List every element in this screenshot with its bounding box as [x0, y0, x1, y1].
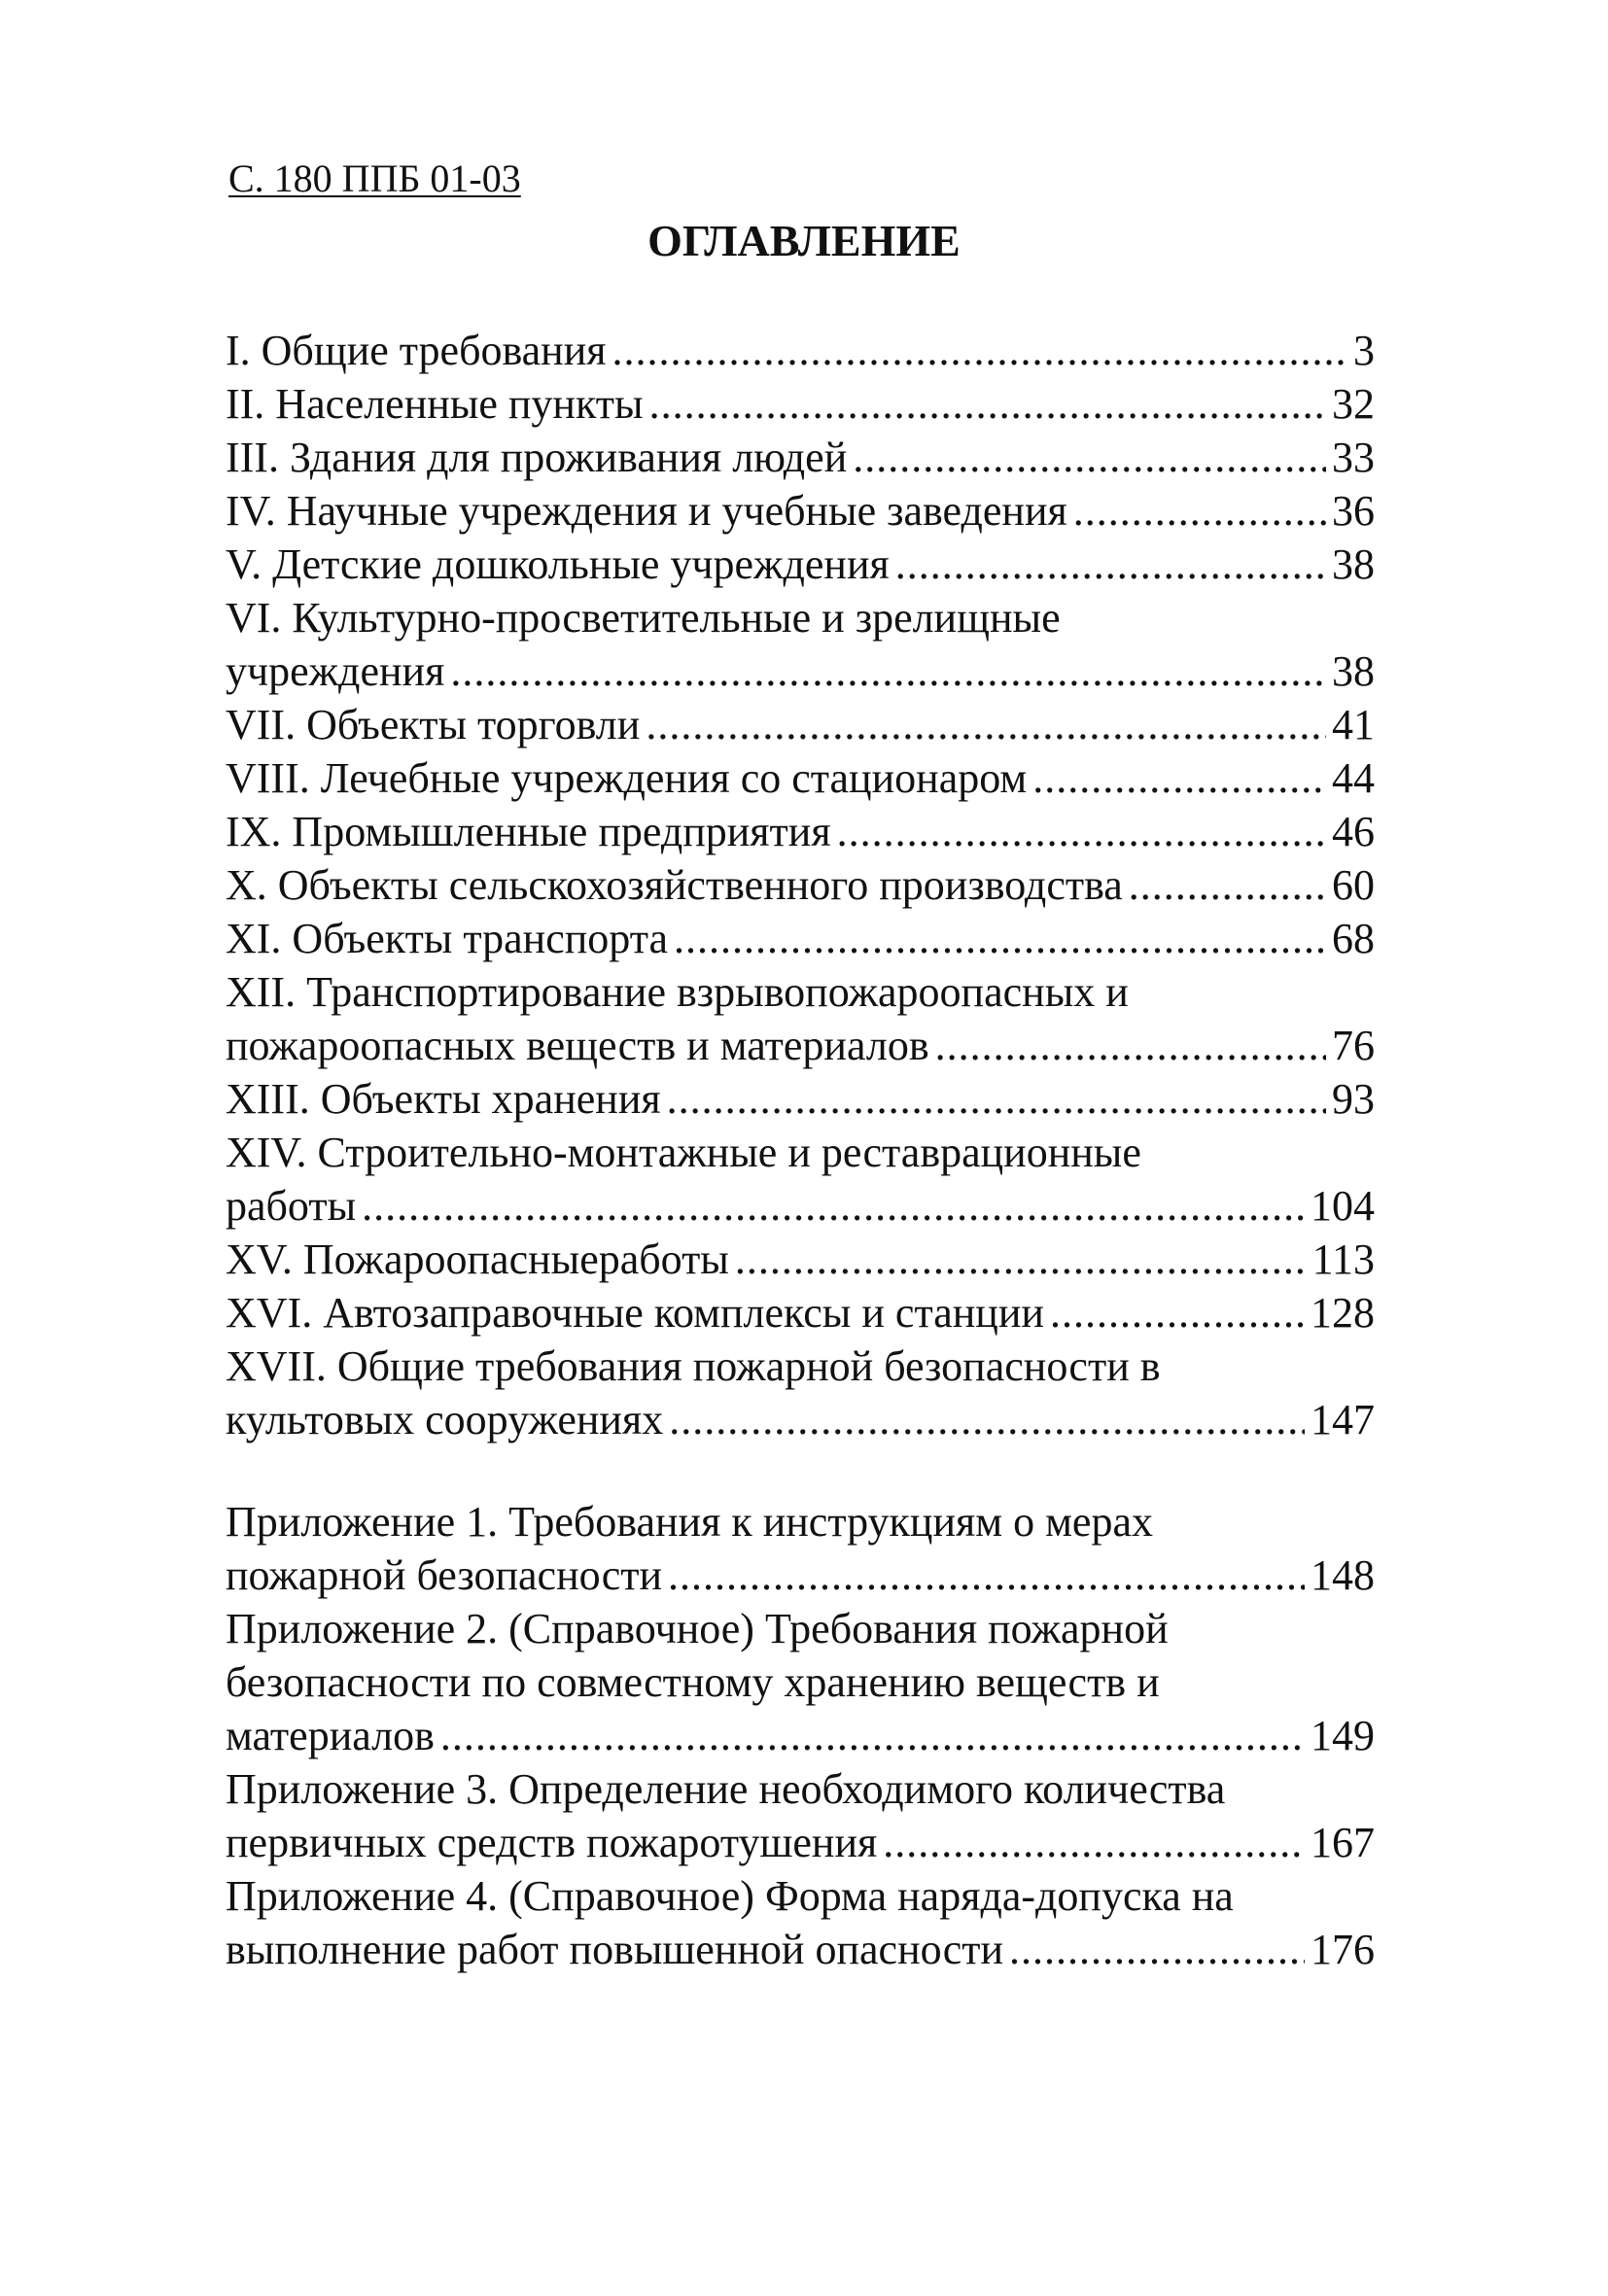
toc-page-number: 68	[1332, 915, 1375, 962]
toc-entry	[226, 751, 1375, 805]
toc-entry	[226, 324, 1375, 377]
dot-leader	[895, 538, 1326, 591]
toc-entry-line	[226, 1339, 1375, 1393]
dot-leader	[440, 1709, 1305, 1762]
toc-entry-line	[226, 1019, 1375, 1072]
toc-page-number: 32	[1332, 380, 1375, 428]
dot-leader	[1032, 751, 1326, 805]
toc-entry-text: X. Объекты сельскохозяйственного производства	[226, 861, 1123, 909]
toc-entry-text: Приложение 1. Требования к инструкциям о мерах	[226, 1498, 1153, 1546]
toc-entry-text: материалов	[226, 1712, 435, 1759]
toc-page-number: 38	[1332, 540, 1375, 588]
toc-entry-text: XII. Транспортирование взрывопожароопасных и	[226, 968, 1129, 1016]
toc-page-number: 113	[1311, 1235, 1375, 1283]
toc-entry-text: XIV. Строительно-монтажные и реставрационные	[226, 1129, 1141, 1176]
dot-leader	[612, 324, 1347, 377]
toc-entry-text: IX. Промышленные предприятия	[226, 808, 831, 855]
toc-entry	[226, 591, 1375, 698]
toc-entry	[226, 1602, 1375, 1762]
toc-entry-line	[226, 912, 1375, 965]
dot-leader	[667, 1072, 1326, 1126]
toc-entry-line	[226, 1072, 1375, 1126]
toc-page-number: 76	[1332, 1022, 1375, 1069]
toc-entry-text: XIII. Объекты хранения	[226, 1075, 661, 1123]
toc-entry-line	[226, 1233, 1375, 1286]
dot-leader	[735, 1233, 1307, 1286]
toc-entry-text: III. Здания для проживания людей	[226, 434, 848, 481]
toc-entry-line	[226, 591, 1375, 644]
toc-entry-line	[226, 1655, 1375, 1709]
toc-entry	[226, 1762, 1375, 1869]
toc-entry-text: XVII. Общие требования пожарной безопасности в	[226, 1342, 1161, 1390]
toc-entry-text: VI. Культурно-просветительные и зрелищные	[226, 594, 1061, 642]
dot-leader	[669, 1393, 1305, 1446]
toc-entry	[226, 1495, 1375, 1602]
toc-entry-line	[226, 698, 1375, 751]
toc-entry-line	[226, 1548, 1375, 1602]
toc-entry-line	[226, 324, 1375, 377]
table-of-contents	[226, 324, 1375, 1976]
toc-entry	[226, 698, 1375, 751]
toc-entry-text: XV. Пожароопасныеработы	[226, 1235, 729, 1283]
toc-entry	[226, 912, 1375, 965]
toc-page-number: 176	[1311, 1926, 1375, 1973]
toc-entry-text: XVI. Автозаправочные комплексы и станции	[226, 1289, 1044, 1337]
toc-page-number: 36	[1332, 487, 1375, 535]
toc-entry-line	[226, 805, 1375, 858]
toc-page-number: 38	[1332, 647, 1375, 695]
toc-entry-line	[226, 431, 1375, 484]
dot-leader	[646, 698, 1326, 751]
toc-entry	[226, 1233, 1375, 1286]
toc-entry-text: пожарной безопасности	[226, 1551, 663, 1599]
toc-entry	[226, 1286, 1375, 1339]
toc-entry	[226, 1126, 1375, 1233]
toc-entry-text: VIII. Лечебные учреждения со стационаром	[226, 754, 1028, 802]
toc-page-number: 104	[1311, 1182, 1375, 1230]
dot-leader	[853, 431, 1326, 484]
dot-leader	[1050, 1286, 1305, 1339]
toc-entry-text: работы	[226, 1182, 357, 1230]
toc-entry-text: первичных средств пожаротушения	[226, 1819, 878, 1866]
toc-page-number: 147	[1311, 1396, 1375, 1444]
toc-entry-text: Приложение 2. (Справочное) Требования пожарной	[226, 1605, 1169, 1652]
toc-entry-text: безопасности по совместному хранению веществ и	[226, 1658, 1160, 1706]
toc-entry-text: учреждения	[226, 647, 445, 695]
toc-page-number: 148	[1311, 1551, 1375, 1599]
dot-leader	[674, 912, 1326, 965]
toc-entry	[226, 431, 1375, 484]
toc-entry	[226, 1339, 1375, 1446]
dot-leader	[1129, 858, 1326, 912]
toc-entry	[226, 538, 1375, 591]
running-head: С. 180 ППБ 01-03	[228, 157, 521, 200]
toc-entry-line	[226, 1816, 1375, 1869]
toc-entry-line	[226, 1495, 1375, 1548]
toc-entry-line	[226, 484, 1375, 538]
toc-entry-text: выполнение работ повышенной опасности	[226, 1926, 1004, 1973]
toc-entry-line	[226, 1869, 1375, 1923]
toc-entry-text: I. Общие требования	[226, 327, 607, 374]
toc-entry	[226, 805, 1375, 858]
toc-page-number: 128	[1311, 1289, 1375, 1337]
dot-leader	[935, 1019, 1326, 1072]
toc-page-number: 44	[1332, 754, 1375, 802]
toc-page-number: 149	[1311, 1712, 1375, 1759]
toc-entry	[226, 965, 1375, 1072]
toc-page-number: 167	[1311, 1819, 1375, 1866]
toc-entry-text: VII. Объекты торговли	[226, 701, 641, 748]
toc-page-number: 33	[1332, 434, 1375, 481]
dot-leader	[837, 805, 1326, 858]
toc-entry-text: пожароопасных веществ и материалов	[226, 1022, 929, 1069]
toc-entry-line	[226, 1709, 1375, 1762]
dot-leader	[668, 1548, 1305, 1602]
toc-title: ОГЛАВЛЕНИЕ	[647, 216, 961, 265]
toc-entry-line	[226, 644, 1375, 698]
toc-entry	[226, 484, 1375, 538]
dot-leader	[450, 644, 1326, 698]
toc-entry-line	[226, 1126, 1375, 1179]
dot-leader	[1073, 484, 1326, 538]
toc-entry-line	[226, 858, 1375, 912]
toc-page-number: 41	[1332, 701, 1375, 748]
toc-entry-line	[226, 965, 1375, 1019]
dot-leader	[883, 1816, 1305, 1869]
toc-entry	[226, 858, 1375, 912]
toc-entry-line	[226, 1286, 1375, 1339]
toc-entry	[226, 1072, 1375, 1126]
toc-page-number: 93	[1332, 1075, 1375, 1123]
toc-entry-line	[226, 1923, 1375, 1976]
toc-page-number: 60	[1332, 861, 1375, 909]
toc-entry-text: Приложение 4. (Справочное) Форма наряда-допуска на	[226, 1872, 1234, 1920]
toc-entry-text: культовых сооружениях	[226, 1396, 664, 1444]
dot-leader	[362, 1179, 1305, 1233]
toc-entry-text: XI. Объекты транспорта	[226, 915, 668, 962]
dot-leader	[649, 377, 1326, 431]
toc-page-number: 3	[1353, 327, 1375, 374]
toc-entry-line	[226, 1393, 1375, 1446]
toc-entry-line	[226, 1762, 1375, 1816]
toc-entry-line	[226, 538, 1375, 591]
toc-page-number: 46	[1332, 808, 1375, 855]
toc-entry	[226, 1869, 1375, 1976]
toc-entry-text: V. Детские дошкольные учреждения	[226, 540, 890, 588]
toc-entry-text: IV. Научные учреждения и учебные заведения	[226, 487, 1067, 535]
toc-entry	[226, 377, 1375, 431]
toc-entry-line	[226, 1179, 1375, 1233]
toc-entry-text: Приложение 3. Определение необходимого количества	[226, 1765, 1226, 1813]
toc-entry-line	[226, 751, 1375, 805]
toc-entry-text: II. Населенные пункты	[226, 380, 644, 428]
toc-entry-line	[226, 377, 1375, 431]
toc-entry-line	[226, 1602, 1375, 1655]
dot-leader	[1009, 1923, 1305, 1976]
